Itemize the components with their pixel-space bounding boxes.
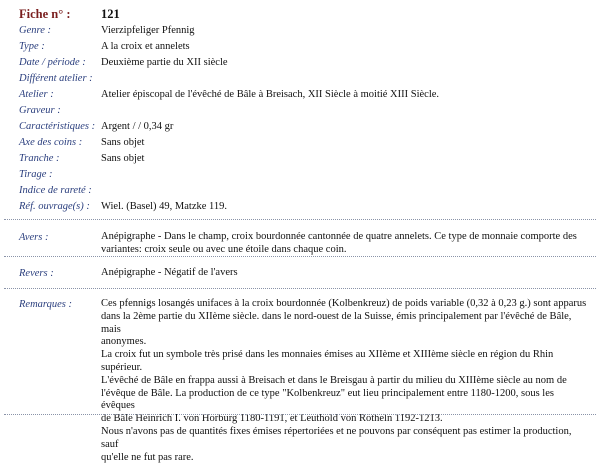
avers-text [101, 231, 589, 257]
remarques-text [101, 298, 589, 464]
remarques-line: Ces pfennigs losangés unifaces à la croix bourdonnée (Kolbenkreuz) de poids variable (0,32 à 0,23 g.) sont apparus [101, 298, 587, 309]
field-label-tirage: Tirage : [19, 169, 53, 180]
field-value-type: A la croix et annelets [101, 41, 190, 52]
remarques-line: Nous n'avons pas de quantités fixes émises répertoriées et ne pouvons par conséquent pas estimer la production, sauf [101, 425, 572, 450]
field-label-date: Date / période : [19, 57, 86, 68]
remarques-line: anonymes. [101, 336, 147, 348]
field-label-indice-rarete: Indice de rareté : [19, 185, 92, 196]
field-label-genre: Genre : [19, 25, 51, 36]
field-value-caracteristiques: Argent / / 0,34 gr [101, 121, 174, 132]
field-label-graveur: Graveur : [19, 105, 61, 116]
field-value-genre: Vierzipfeliger Pfennig [101, 25, 195, 36]
field-label-caracteristiques: Caractéristiques : [19, 121, 96, 132]
field-label-axe-des-coins: Axe des coins : [19, 137, 83, 148]
field-value-atelier: Atelier épiscopal de l'évêché de Bâle à Breisach, XII Siècle à moitié XIII Siècle. [101, 89, 440, 100]
avers-line: Anépigraphe - Dans le champ, croix bourdonnée cantonnée de quatre annelets. Ce type de monnaie comporte des [101, 231, 577, 242]
remarques-line: qu'elle ne fut pas rare. [101, 451, 194, 463]
section-divider [4, 256, 596, 257]
field-value-axe-des-coins: Sans objet [101, 137, 145, 148]
field-label-type: Type : [19, 41, 45, 52]
remarques-line: dans la 2ème partie du XIIème siècle. dans le nord-ouest de la Suisse, émis principalement par l'évêché de Bâle, mais [101, 310, 572, 335]
fiche-number-label: Fiche n° : [19, 7, 71, 21]
revers-label: Revers : [19, 268, 54, 279]
section-divider [4, 414, 596, 415]
remarques-line: La croix fut un symbole très prisé dans les monnaies émises au XIIème et XIIIème siècle en région du Rhin supérieur. [101, 349, 554, 373]
field-label-different-atelier: Différent atelier : [19, 73, 93, 84]
remarques-line: de Bâle Heinrich I. von Horburg 1180-1191, et Leuthold von Rötheln 1192-1213. [101, 413, 443, 425]
section-divider [4, 288, 596, 289]
field-value-tranche: Sans objet [101, 153, 145, 164]
avers-label: Avers : [19, 232, 49, 243]
revers-text [101, 267, 589, 280]
revers-line: Anépigraphe - Négatif de l'avers [101, 267, 238, 278]
field-value-reference: Wiel. (Basel) 49, Matzke 119. [101, 201, 228, 212]
field-label-atelier: Atelier : [19, 89, 54, 100]
field-value-date: Deuxième partie du XII siècle [101, 57, 228, 68]
field-label-reference: Réf. ouvrage(s) : [19, 201, 90, 212]
field-label-tranche: Tranche : [19, 153, 60, 164]
fiche-number-value: 121 [101, 7, 120, 21]
remarques-line: L'évêché de Bâle en frappa aussi à Breisach et dans le Breisgau à partir du milieu du XIIIème siècle au nom de [101, 374, 567, 386]
remarques-label: Remarques : [19, 299, 72, 310]
section-divider [4, 219, 596, 220]
avers-line: variantes: croix seule ou avec une étoile dans chaque coin. [101, 243, 347, 255]
remarques-line: l'évêque de Bâle. La production de ce type "Kolbenkreuz" eut lieu principalement entre 1180-1200, sous les évêques [101, 387, 554, 412]
